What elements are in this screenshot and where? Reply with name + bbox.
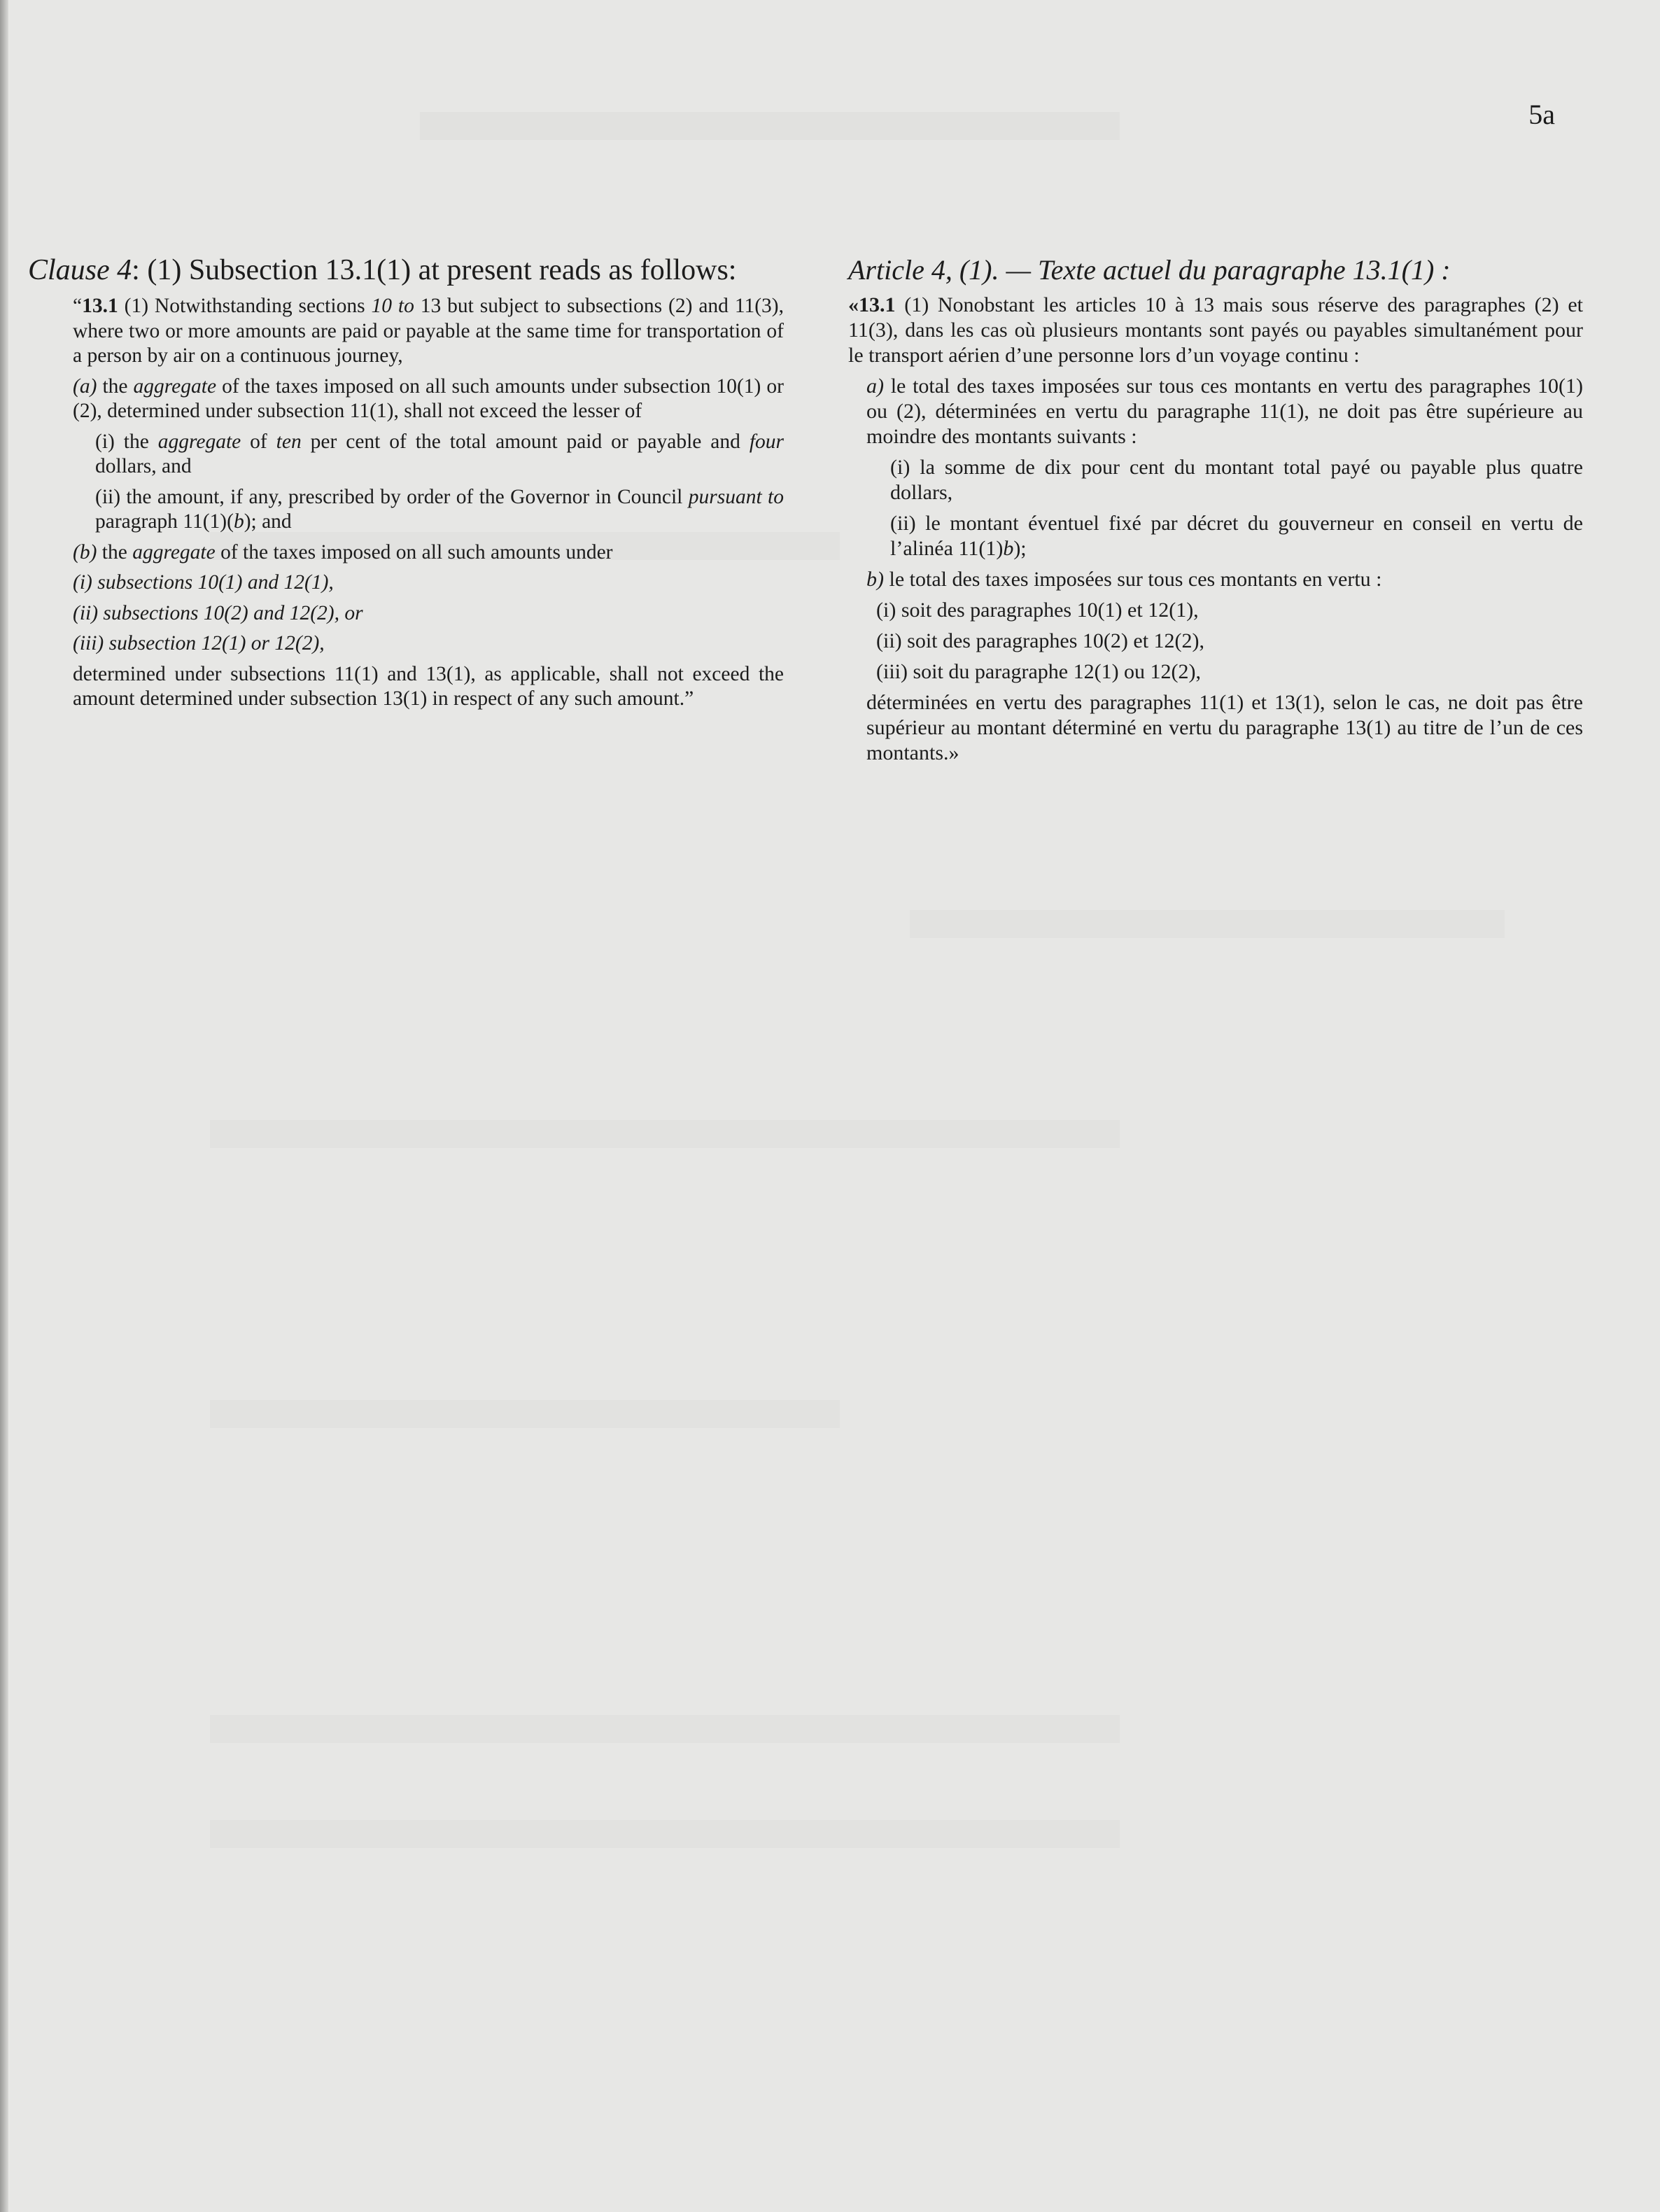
open-quote: « xyxy=(848,293,859,316)
para-text: the xyxy=(97,540,133,564)
para-text: le total des taxes imposées sur tous ces montants en vertu des paragraphes 10(1) ou (2), déterminées en vertu du paragraphe 11(1), ne doit pas être supérieure au moindre des montants suivants : xyxy=(866,374,1583,448)
sub-italic: pursuant to xyxy=(688,485,784,508)
sub-text: ); and xyxy=(244,510,292,533)
para-mark: b) xyxy=(866,568,884,591)
sub-italic: b xyxy=(233,510,244,533)
paragraph-a xyxy=(28,374,784,424)
subparagraph-b-i-fr: (i) soit des paragraphes 10(1) et 12(1), xyxy=(876,598,1199,622)
para-italic: aggregate xyxy=(132,540,216,564)
para-text: of the taxes imposed on all such amounts under subsection 10(1) or (2), determined under subsection 11(1), shall not exceed the lesser of xyxy=(73,374,784,422)
subparagraph-a-i-fr: (i) la somme de dix pour cent du montant total payé ou payable plus quatre dollars, xyxy=(890,456,1583,504)
clause-heading xyxy=(28,252,784,288)
closing-text: determined under subsections 11(1) and 13(1), as applicable, shall not exceed the amount determined under subsection 13(1) in respect of any such amount.” xyxy=(73,662,784,710)
subparagraph-a-i xyxy=(28,430,784,479)
sub-text: (i) the xyxy=(95,430,158,453)
english-column xyxy=(28,252,784,718)
para-mark: a) xyxy=(866,374,884,398)
open-quote: “ xyxy=(73,295,83,317)
subparagraph-a-ii xyxy=(28,485,784,535)
sub-italic: four xyxy=(749,430,785,453)
subparagraph-b-ii-fr: (ii) soit des paragraphes 10(2) et 12(2), xyxy=(876,629,1205,652)
sub-text: (ii) the amount, if any, prescribed by order of the Governor in Council xyxy=(95,485,689,508)
para-text: le total des taxes imposées sur tous ces montants en vertu : xyxy=(884,568,1382,591)
page-number: 5a xyxy=(1528,99,1555,130)
article-heading: Article 4, (1). — Texte actuel du paragraphe 13.1(1) : xyxy=(848,254,1451,286)
page-edge xyxy=(0,0,8,2212)
section-number: 13.1 xyxy=(82,295,118,317)
intro-text: (1) Notwithstanding sections xyxy=(118,295,372,317)
paragraph-b xyxy=(28,540,784,566)
bleed-through-shadow xyxy=(420,112,1120,140)
bleed-through-shadow xyxy=(210,1715,1120,1743)
subparagraph-b-iii: (iii) subsection 12(1) or 12(2), xyxy=(73,632,325,654)
closing-text-fr: déterminées en vertu des paragraphes 11(1) et 13(1), selon le cas, ne doit pas être supérieur au montant déterminé en vertu du paragraphe 13(1) au titre de l’un de ces montants.» xyxy=(866,691,1583,764)
section-number: 13.1 xyxy=(859,293,896,316)
para-text: the xyxy=(97,374,134,398)
paragraph-b-fr xyxy=(848,567,1583,592)
sub-text: (ii) le montant éventuel fixé par décret du gouverneur en conseil en vertu de l’alinéa 11(1) xyxy=(890,512,1583,560)
para-text: of the taxes imposed on all such amounts under xyxy=(215,540,613,564)
para-mark: (a) xyxy=(73,374,97,398)
para-italic: aggregate xyxy=(133,374,217,398)
para-mark: (b) xyxy=(73,540,97,564)
clause-label: Clause 4 xyxy=(28,254,132,286)
bleed-through-shadow xyxy=(210,1120,1120,1148)
intro-text: 13 but subject to subsections (2) and 11(3), where two or more amounts are paid or payable at the same time for transportation of a person by air on a continuous journey, xyxy=(73,295,784,367)
sub-text: ); xyxy=(1013,537,1027,560)
bleed-through-shadow xyxy=(210,1400,840,1428)
clause-heading-text: : (1) Subsection 13.1(1) at present reads as follows: xyxy=(132,254,737,286)
sub-italic: aggregate xyxy=(157,430,241,453)
bleed-through-shadow xyxy=(910,910,1505,938)
section-intro-fr xyxy=(848,293,1583,368)
subparagraph-a-ii-fr xyxy=(848,511,1583,561)
subparagraph-b-ii: (ii) subsections 10(2) and 12(2), or xyxy=(73,601,363,624)
section-intro xyxy=(28,294,784,369)
sub-text: per cent of the total amount paid or payable and xyxy=(301,430,750,453)
subparagraph-b-i: (i) subsections 10(1) and 12(1), xyxy=(73,571,334,594)
sub-text: paragraph 11(1)( xyxy=(95,510,234,533)
sub-italic: ten xyxy=(276,430,302,453)
french-column xyxy=(848,252,1583,771)
sub-text: of xyxy=(241,430,276,453)
paragraph-a-fr xyxy=(848,374,1583,449)
subparagraph-b-iii-fr: (iii) soit du paragraphe 12(1) ou 12(2), xyxy=(876,660,1202,683)
intro-italic: 10 to xyxy=(371,295,414,317)
bleed-through-shadow xyxy=(210,1820,1120,1848)
sub-italic: b xyxy=(1003,537,1014,560)
intro-text: (1) Nonobstant les articles 10 à 13 mais sous réserve des paragraphes (2) et 11(3), dans les cas où plusieurs montants sont payés ou payables simultanément pour le transport aérien d’une personne lors d’un voyage continu : xyxy=(848,293,1583,367)
sub-text: dollars, and xyxy=(95,455,192,477)
